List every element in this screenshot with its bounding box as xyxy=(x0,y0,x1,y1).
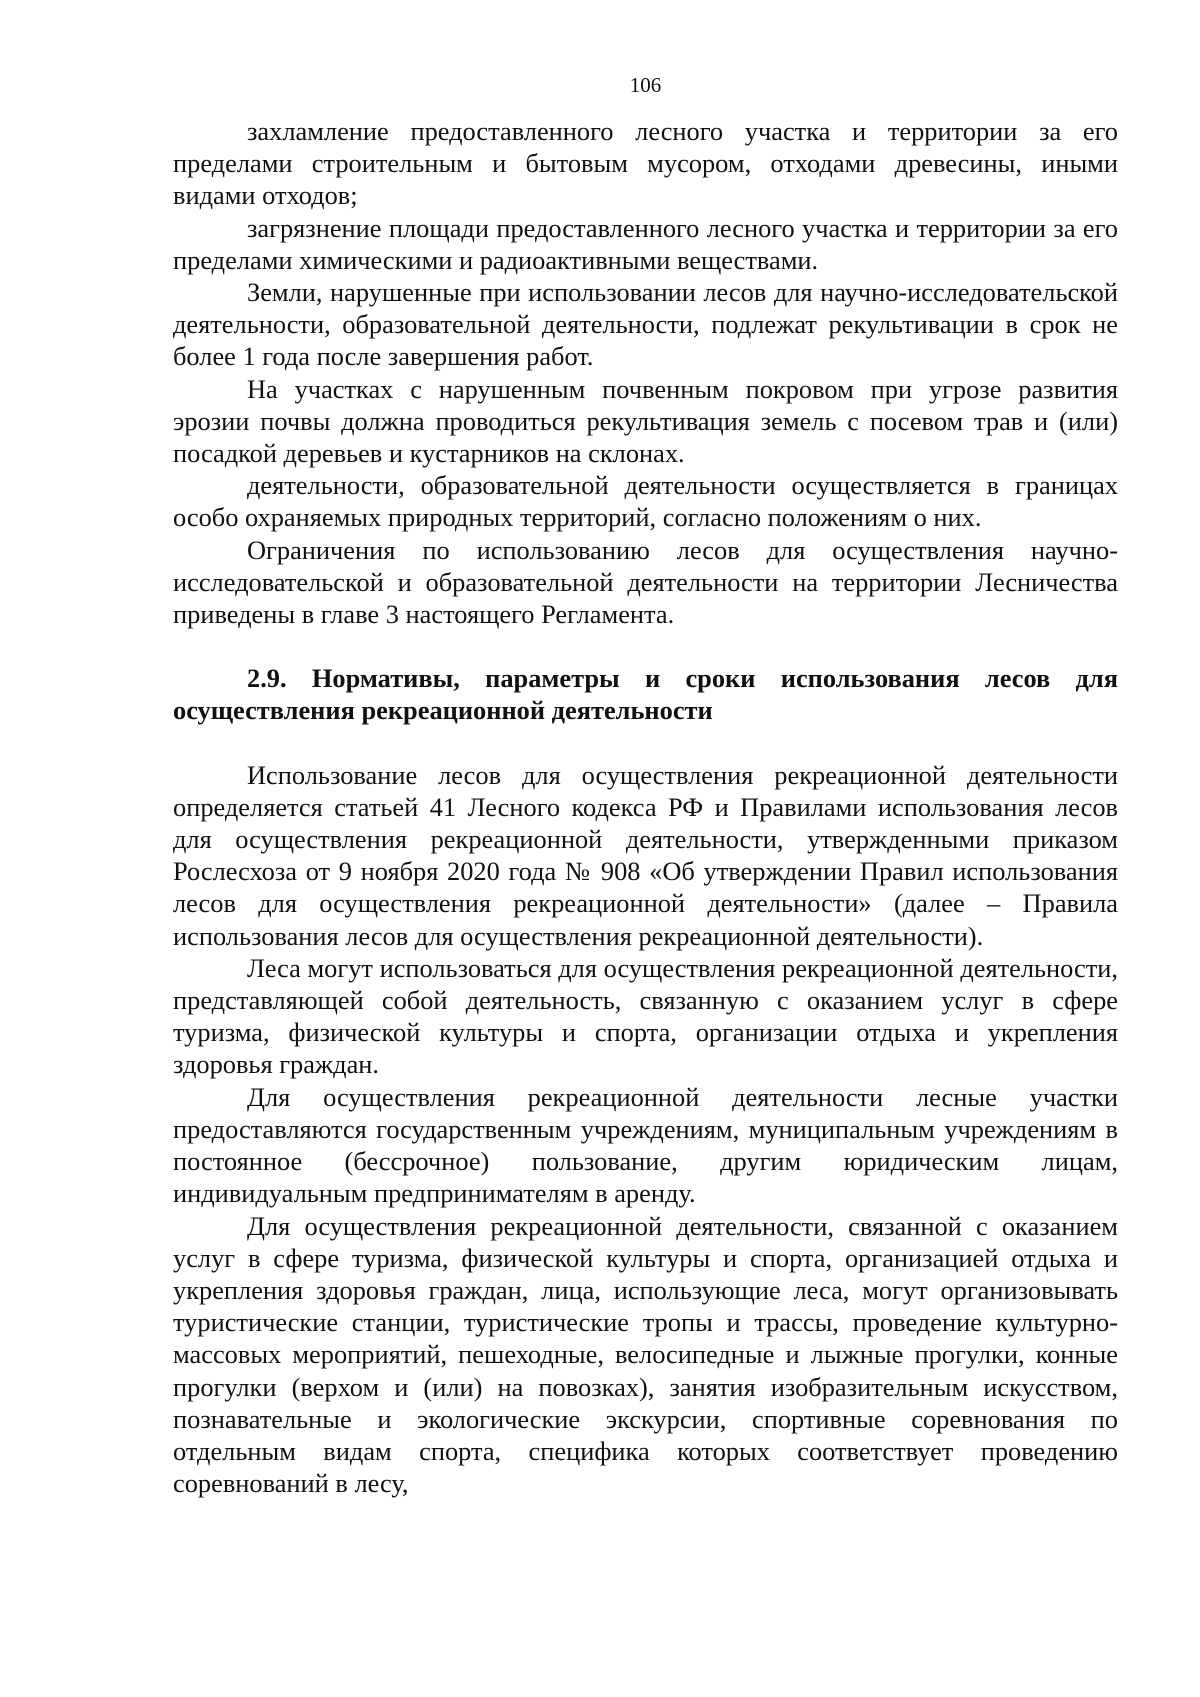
paragraph: Для осуществления рекреационной деятельности лесные участки предоставляются государственным учреждениям, муниципальным учреждениям в постоянное (бессрочное) пользование, другим юридическим лицам, индивидуальным предпринимателям в аренду. xyxy=(173,1081,1118,1209)
paragraph: загрязнение площади предоставленного лесного участка и территории за его пределами химическими и радиоактивными веществами. xyxy=(173,212,1118,275)
paragraph: На участках с нарушенным почвенным покровом при угрозе развития эрозии почвы должна проводиться рекультивация земель с посевом трав и (или) посадкой деревьев и кустарников на склонах. xyxy=(173,373,1118,469)
document-body xyxy=(173,115,1118,1499)
page-number: 106 xyxy=(629,73,662,97)
paragraph: Леса могут использоваться для осуществления рекреационной деятельности, представляющей собой деятельность, связанную с оказанием услуг в сфере туризма, физической культуры и спорта, организации отдыха и укрепления здоровья граждан. xyxy=(173,952,1118,1080)
paragraph: деятельности, образовательной деятельности осуществляется в границах особо охраняемых природных территорий, согласно положениям о них. xyxy=(173,470,1118,533)
paragraph: Земли, нарушенные при использовании лесов для научно-исследовательской деятельности, образовательной деятельности, подлежат рекультивации в срок не более 1 года после завершения работ. xyxy=(173,277,1118,372)
section-heading: 2.9. Нормативы, параметры и сроки использования лесов для осуществления рекреационной деятельности xyxy=(173,663,1118,726)
paragraph: Для осуществления рекреационной деятельности, связанной с оказанием услуг в сфере туризма, физической культуры и спорта, организацией отдыха и укрепления здоровья граждан, лица, использующие леса, могут организовывать туристические станции, туристические тропы и трассы, проведение культурно-массовых мероприятий, пешеходные, велосипедные и лыжные прогулки, конные прогулки (верхом и (или) на повозках), занятия изобразительным искусством, познавательные и экологические экскурсии, спортивные соревнования по отдельным видам спорта, специфика которых соответствует проведению соревнований в лесу, xyxy=(173,1210,1118,1499)
paragraph: Ограничения по использованию лесов для осуществления научно-исследовательской и образовательной деятельности на территории Лесничества приведены в главе 3 настоящего Регламента. xyxy=(173,534,1118,630)
paragraph: Использование лесов для осуществления рекреационной деятельности определяется статьей 41 Лесного кодекса РФ и Правилами использования лесов для осуществления рекреационной деятельности, утвержденными приказом Рослесхоза от 9 ноября 2020 года № 908 «Об утверждении Правил использования лесов для осуществления рекреационной деятельности» (далее – Правила использования лесов для осуществления рекреационной деятельности). xyxy=(173,759,1118,951)
paragraph: захламление предоставленного лесного участка и территории за его пределами строительным и бытовым мусором, отходами древесины, иными видами отходов; xyxy=(173,116,1118,211)
